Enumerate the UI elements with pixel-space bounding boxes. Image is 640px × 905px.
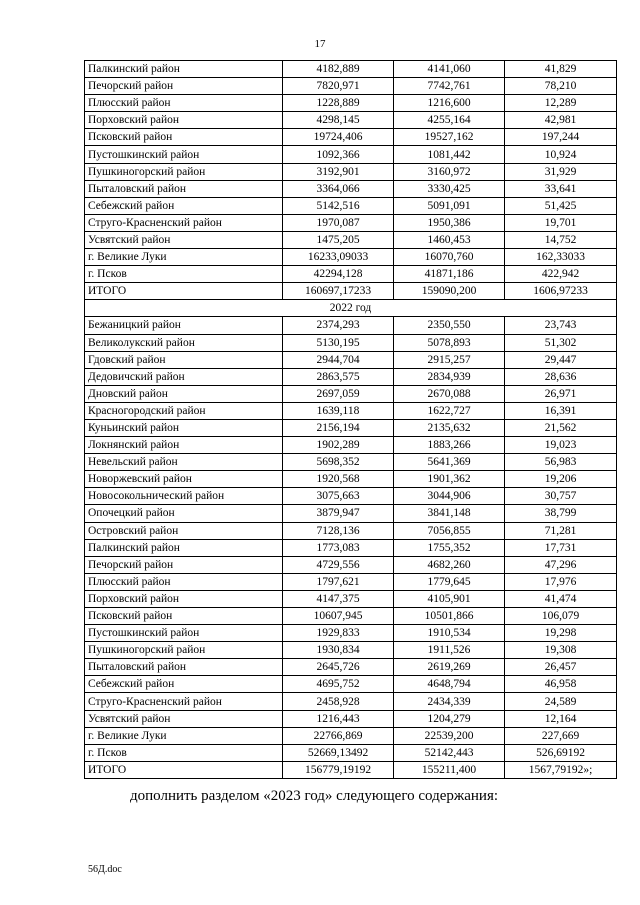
district-name-cell: Себежский район <box>85 197 283 214</box>
table-row <box>85 556 617 573</box>
value-cell-2: 1204,279 <box>394 710 505 727</box>
district-name-cell: Печорский район <box>85 556 283 573</box>
value-cell-3: 42,981 <box>505 112 617 129</box>
value-cell-3: 227,669 <box>505 727 617 744</box>
value-cell-2: 1460,453 <box>394 231 505 248</box>
table-row <box>85 300 617 317</box>
value-cell-2: 52142,443 <box>394 744 505 761</box>
table-row <box>85 437 617 454</box>
table-row <box>85 231 617 248</box>
value-cell-1: 2156,194 <box>283 419 394 436</box>
value-cell-2: 2135,632 <box>394 419 505 436</box>
value-cell-3: 10,924 <box>505 146 617 163</box>
value-cell-3: 51,425 <box>505 197 617 214</box>
value-cell-1: 2458,928 <box>283 693 394 710</box>
value-cell-1: 2697,059 <box>283 385 394 402</box>
value-cell-3: 19,023 <box>505 437 617 454</box>
table-row <box>85 522 617 539</box>
file-name-footer: 56Д.doc <box>88 864 122 875</box>
table-row <box>85 61 617 78</box>
table-row <box>85 402 617 419</box>
value-cell-1: 5698,352 <box>283 454 394 471</box>
district-name-cell: Пустошкинский район <box>85 625 283 642</box>
value-cell-2: 3044,906 <box>394 488 505 505</box>
value-cell-2: 3841,148 <box>394 505 505 522</box>
table-row <box>85 590 617 607</box>
value-cell-1: 3075,663 <box>283 488 394 505</box>
value-cell-1: 1639,118 <box>283 402 394 419</box>
value-cell-1: 1092,366 <box>283 146 394 163</box>
district-name-cell: Опочецкий район <box>85 505 283 522</box>
value-cell-2: 2915,257 <box>394 351 505 368</box>
table-row <box>85 197 617 214</box>
value-cell-2: 2834,939 <box>394 368 505 385</box>
value-cell-3: 46,958 <box>505 676 617 693</box>
table-row <box>85 539 617 556</box>
value-cell-3: 24,589 <box>505 693 617 710</box>
district-name-cell: ИТОГО <box>85 761 283 778</box>
table-row <box>85 368 617 385</box>
value-cell-2: 4141,060 <box>394 61 505 78</box>
district-name-cell: Пушкиногорский район <box>85 163 283 180</box>
value-cell-1: 1929,833 <box>283 625 394 642</box>
district-name-cell: Пыталовский район <box>85 180 283 197</box>
table-row <box>85 727 617 744</box>
value-cell-3: 78,210 <box>505 78 617 95</box>
value-cell-3: 14,752 <box>505 231 617 248</box>
table-body-2022 <box>85 317 617 779</box>
table-row <box>85 163 617 180</box>
table-row <box>85 266 617 283</box>
value-cell-2: 4648,794 <box>394 676 505 693</box>
value-cell-3: 29,447 <box>505 351 617 368</box>
value-cell-3: 19,206 <box>505 471 617 488</box>
value-cell-3: 19,298 <box>505 625 617 642</box>
value-cell-2: 1755,352 <box>394 539 505 556</box>
value-cell-2: 5091,091 <box>394 197 505 214</box>
value-cell-1: 52669,13492 <box>283 744 394 761</box>
value-cell-2: 4682,260 <box>394 556 505 573</box>
value-cell-3: 38,799 <box>505 505 617 522</box>
value-cell-3: 19,308 <box>505 642 617 659</box>
table-row <box>85 710 617 727</box>
value-cell-1: 7820,971 <box>283 78 394 95</box>
value-cell-1: 1475,205 <box>283 231 394 248</box>
table-row <box>85 693 617 710</box>
value-cell-1: 1216,443 <box>283 710 394 727</box>
district-name-cell: Псковский район <box>85 129 283 146</box>
value-cell-1: 4147,375 <box>283 590 394 607</box>
value-cell-2: 2434,339 <box>394 693 505 710</box>
value-cell-1: 160697,17233 <box>283 283 394 300</box>
value-cell-3: 26,971 <box>505 385 617 402</box>
value-cell-2: 16070,760 <box>394 249 505 266</box>
value-cell-1: 2863,575 <box>283 368 394 385</box>
value-cell-2: 1911,526 <box>394 642 505 659</box>
value-cell-3: 33,641 <box>505 180 617 197</box>
value-cell-1: 4695,752 <box>283 676 394 693</box>
value-cell-3: 1567,79192»; <box>505 761 617 778</box>
value-cell-1: 156779,19192 <box>283 761 394 778</box>
value-cell-2: 2619,269 <box>394 659 505 676</box>
value-cell-2: 1622,727 <box>394 402 505 419</box>
value-cell-2: 41871,186 <box>394 266 505 283</box>
value-cell-2: 5641,369 <box>394 454 505 471</box>
table-row <box>85 454 617 471</box>
table-row <box>85 471 617 488</box>
value-cell-3: 51,302 <box>505 334 617 351</box>
value-cell-2: 2670,088 <box>394 385 505 402</box>
table-row <box>85 95 617 112</box>
table-row <box>85 625 617 642</box>
district-name-cell: Палкинский район <box>85 539 283 556</box>
district-name-cell: Плюсский район <box>85 573 283 590</box>
value-cell-3: 21,562 <box>505 419 617 436</box>
value-cell-1: 19724,406 <box>283 129 394 146</box>
value-cell-2: 4105,901 <box>394 590 505 607</box>
value-cell-2: 19527,162 <box>394 129 505 146</box>
value-cell-3: 47,296 <box>505 556 617 573</box>
value-cell-2: 2350,550 <box>394 317 505 334</box>
value-cell-2: 1779,645 <box>394 573 505 590</box>
district-name-cell: Великолукский район <box>85 334 283 351</box>
district-name-cell: ИТОГО <box>85 283 283 300</box>
table-row <box>85 761 617 778</box>
value-cell-1: 1902,289 <box>283 437 394 454</box>
district-name-cell: Пушкиногорский район <box>85 642 283 659</box>
value-cell-2: 3160,972 <box>394 163 505 180</box>
district-name-cell: г. Псков <box>85 744 283 761</box>
value-cell-1: 5130,195 <box>283 334 394 351</box>
value-cell-2: 4255,164 <box>394 112 505 129</box>
district-name-cell: Струго-Красненский район <box>85 214 283 231</box>
district-name-cell: Дедовичский район <box>85 368 283 385</box>
district-name-cell: Новоржевский район <box>85 471 283 488</box>
value-cell-3: 19,701 <box>505 214 617 231</box>
district-name-cell: Гдовский район <box>85 351 283 368</box>
district-name-cell: Локнянский район <box>85 437 283 454</box>
value-cell-1: 22766,869 <box>283 727 394 744</box>
value-cell-1: 1920,568 <box>283 471 394 488</box>
value-cell-1: 1228,889 <box>283 95 394 112</box>
district-name-cell: Дновский район <box>85 385 283 402</box>
value-cell-1: 3192,901 <box>283 163 394 180</box>
value-cell-2: 1081,442 <box>394 146 505 163</box>
value-cell-1: 3879,947 <box>283 505 394 522</box>
value-cell-2: 5078,893 <box>394 334 505 351</box>
district-name-cell: Псковский район <box>85 608 283 625</box>
table-row <box>85 659 617 676</box>
value-cell-3: 526,69192 <box>505 744 617 761</box>
table-row <box>85 180 617 197</box>
value-cell-2: 3330,425 <box>394 180 505 197</box>
value-cell-1: 1930,834 <box>283 642 394 659</box>
value-cell-3: 197,244 <box>505 129 617 146</box>
table-row <box>85 78 617 95</box>
value-cell-3: 41,829 <box>505 61 617 78</box>
value-cell-2: 1216,600 <box>394 95 505 112</box>
district-name-cell: Бежаницкий район <box>85 317 283 334</box>
table-row <box>85 317 617 334</box>
district-name-cell: Усвятский район <box>85 231 283 248</box>
table-row <box>85 385 617 402</box>
value-cell-2: 7742,761 <box>394 78 505 95</box>
value-cell-1: 4298,145 <box>283 112 394 129</box>
value-cell-3: 106,079 <box>505 608 617 625</box>
value-cell-1: 2374,293 <box>283 317 394 334</box>
value-cell-3: 71,281 <box>505 522 617 539</box>
district-name-cell: Струго-Красненский район <box>85 693 283 710</box>
value-cell-2: 7056,855 <box>394 522 505 539</box>
table-row <box>85 334 617 351</box>
value-cell-3: 162,33033 <box>505 249 617 266</box>
table-row <box>85 112 617 129</box>
value-cell-3: 12,289 <box>505 95 617 112</box>
value-cell-2: 22539,200 <box>394 727 505 744</box>
value-cell-1: 42294,128 <box>283 266 394 283</box>
value-cell-3: 26,457 <box>505 659 617 676</box>
value-cell-1: 4182,889 <box>283 61 394 78</box>
table-row <box>85 351 617 368</box>
value-cell-3: 16,391 <box>505 402 617 419</box>
value-cell-1: 16233,09033 <box>283 249 394 266</box>
value-cell-3: 23,743 <box>505 317 617 334</box>
value-cell-2: 155211,400 <box>394 761 505 778</box>
district-name-cell: Пыталовский район <box>85 659 283 676</box>
page-number: 17 <box>314 38 326 50</box>
value-cell-1: 2944,704 <box>283 351 394 368</box>
value-cell-1: 1970,087 <box>283 214 394 231</box>
value-cell-1: 3364,066 <box>283 180 394 197</box>
district-name-cell: Порховский район <box>85 590 283 607</box>
table-row <box>85 573 617 590</box>
value-cell-3: 30,757 <box>505 488 617 505</box>
value-cell-3: 41,474 <box>505 590 617 607</box>
table-row <box>85 283 617 300</box>
value-cell-2: 10501,866 <box>394 608 505 625</box>
value-cell-3: 422,942 <box>505 266 617 283</box>
table-row <box>85 146 617 163</box>
value-cell-1: 7128,136 <box>283 522 394 539</box>
value-cell-1: 1773,083 <box>283 539 394 556</box>
value-cell-2: 1950,386 <box>394 214 505 231</box>
table-row <box>85 488 617 505</box>
table-row <box>85 608 617 625</box>
value-cell-2: 159090,200 <box>394 283 505 300</box>
value-cell-1: 2645,726 <box>283 659 394 676</box>
district-name-cell: Невельский район <box>85 454 283 471</box>
value-cell-1: 1797,621 <box>283 573 394 590</box>
district-name-cell: Куньинский район <box>85 419 283 436</box>
district-name-cell: Пустошкинский район <box>85 146 283 163</box>
district-name-cell: Палкинский район <box>85 61 283 78</box>
value-cell-1: 5142,516 <box>283 197 394 214</box>
value-cell-3: 1606,97233 <box>505 283 617 300</box>
table-row <box>85 129 617 146</box>
table-row <box>85 214 617 231</box>
table-body-previous-year <box>85 61 617 300</box>
value-cell-3: 28,636 <box>505 368 617 385</box>
value-cell-1: 10607,945 <box>283 608 394 625</box>
table-row <box>85 505 617 522</box>
table-section-header <box>85 300 617 317</box>
value-cell-3: 17,731 <box>505 539 617 556</box>
district-name-cell: Печорский район <box>85 78 283 95</box>
district-name-cell: Красногородский район <box>85 402 283 419</box>
district-name-cell: Усвятский район <box>85 710 283 727</box>
value-cell-3: 17,976 <box>505 573 617 590</box>
value-cell-3: 31,929 <box>505 163 617 180</box>
amendment-text: дополнить разделом «2023 год» следующего содержания: <box>130 788 499 804</box>
district-name-cell: Островский район <box>85 522 283 539</box>
value-cell-2: 1901,362 <box>394 471 505 488</box>
value-cell-2: 1910,534 <box>394 625 505 642</box>
allocation-table <box>84 60 617 779</box>
table-row <box>85 249 617 266</box>
district-name-cell: Себежский район <box>85 676 283 693</box>
district-name-cell: г. Великие Луки <box>85 249 283 266</box>
district-name-cell: г. Псков <box>85 266 283 283</box>
table-row <box>85 744 617 761</box>
value-cell-3: 12,164 <box>505 710 617 727</box>
value-cell-1: 4729,556 <box>283 556 394 573</box>
value-cell-3: 56,983 <box>505 454 617 471</box>
section-title-2022: 2022 год <box>85 300 617 317</box>
table-row <box>85 676 617 693</box>
table-row <box>85 419 617 436</box>
district-name-cell: Новосокольнический район <box>85 488 283 505</box>
district-name-cell: Порховский район <box>85 112 283 129</box>
district-name-cell: г. Великие Луки <box>85 727 283 744</box>
table-row <box>85 642 617 659</box>
district-name-cell: Плюсский район <box>85 95 283 112</box>
value-cell-2: 1883,266 <box>394 437 505 454</box>
